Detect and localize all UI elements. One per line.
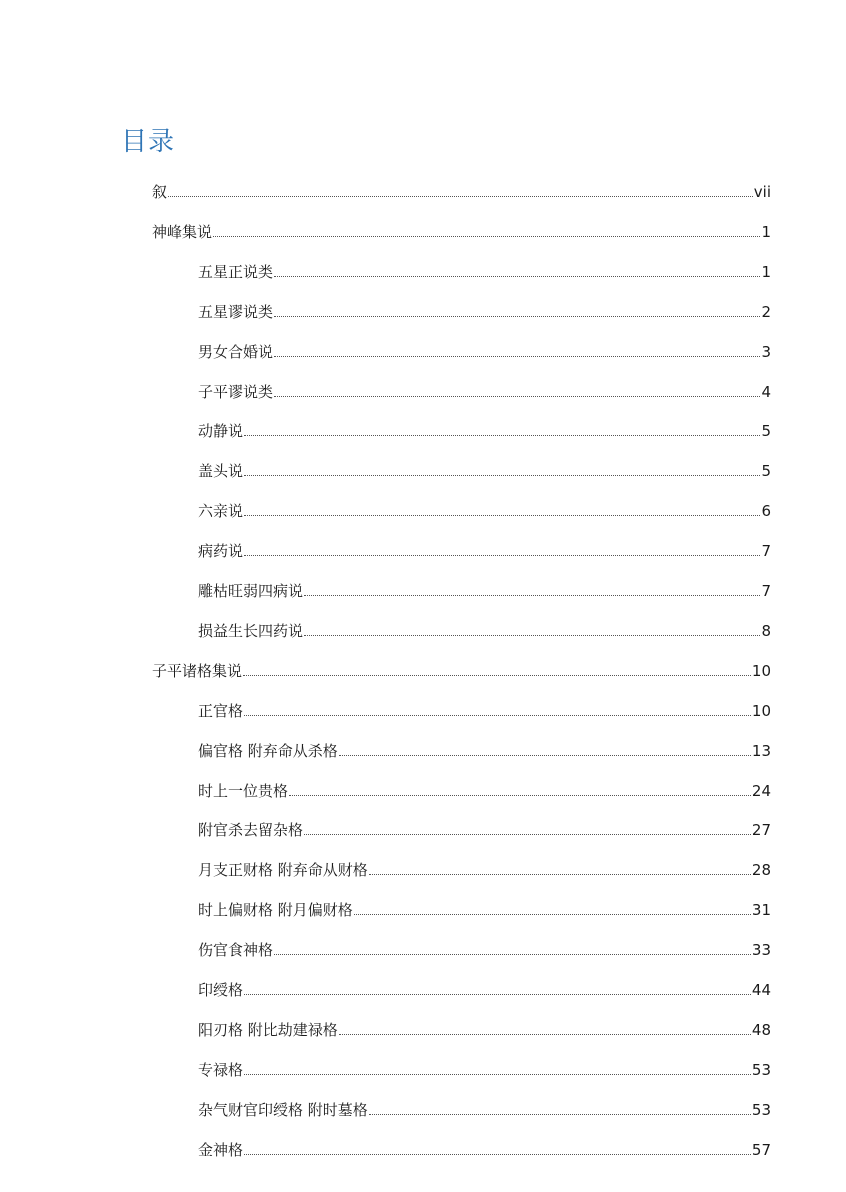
toc-entry-title: 盖头说	[198, 462, 244, 481]
toc-entry[interactable]	[198, 419, 771, 441]
dot-leader	[339, 755, 751, 756]
dot-leader	[274, 954, 751, 955]
toc-entry-page: 7	[761, 582, 771, 600]
toc-entry-page: 5	[761, 422, 771, 441]
toc-entry-page: 4	[761, 382, 771, 401]
dot-leader	[354, 914, 751, 915]
toc-entry[interactable]	[198, 619, 771, 641]
toc-entry[interactable]	[198, 459, 771, 481]
dot-leader	[274, 276, 760, 277]
dot-leader	[244, 435, 760, 436]
toc-entry-title: 动静说	[198, 422, 244, 441]
toc-entry-page: 57	[751, 1140, 771, 1159]
toc-entry-page: 3	[761, 342, 771, 361]
toc-entry-title: 神峰集说	[152, 222, 213, 241]
toc-entry-page: 5	[761, 462, 771, 481]
toc-entry[interactable]	[198, 1138, 771, 1160]
toc-entry-title: 印绶格	[198, 981, 244, 999]
toc-entry-page: vii	[753, 183, 771, 201]
toc-entry-title: 五星谬说类	[198, 302, 274, 321]
dot-leader	[304, 635, 760, 636]
toc-entry[interactable]	[198, 699, 771, 721]
toc-entry-title: 附官杀去留杂格	[198, 821, 304, 840]
dot-leader	[168, 196, 753, 197]
dot-leader	[244, 994, 751, 995]
toc-entry-page: 33	[751, 941, 771, 960]
toc-entry[interactable]	[198, 818, 771, 840]
dot-leader	[369, 874, 751, 875]
toc-entry-page: 27	[751, 821, 771, 840]
toc-entry[interactable]	[198, 579, 771, 601]
toc-entry-title: 正官格	[198, 701, 244, 720]
toc-entry[interactable]	[152, 180, 771, 202]
toc-entry[interactable]	[198, 898, 771, 920]
toc-entry-page: 6	[761, 502, 771, 521]
toc-entry-page: 53	[751, 1100, 771, 1119]
toc-entry-title: 金神格	[198, 1140, 244, 1159]
toc-entry-title: 雕枯旺弱四病说	[198, 582, 304, 600]
toc-entry-page: 1	[761, 222, 771, 241]
toc-entry[interactable]	[152, 659, 771, 681]
toc-entry[interactable]	[198, 1018, 771, 1040]
toc-entry-page: 31	[751, 901, 771, 920]
toc-entry-page: 8	[761, 621, 771, 640]
toc-entry-page: 2	[761, 302, 771, 321]
toc-entry-page: 44	[751, 981, 771, 999]
dot-leader	[369, 1114, 751, 1115]
toc-entry[interactable]	[152, 220, 771, 242]
toc-entry-page: 24	[751, 781, 771, 800]
toc-entry-title: 病药说	[198, 542, 244, 561]
toc-entry-title: 时上一位贵格	[198, 781, 289, 800]
page-title: 目录	[121, 127, 176, 157]
dot-leader	[274, 396, 760, 397]
dot-leader	[244, 1074, 751, 1075]
toc-entry[interactable]	[198, 739, 771, 761]
toc-entry[interactable]	[198, 340, 771, 362]
dot-leader	[274, 316, 760, 317]
toc-entry-title: 六亲说	[198, 502, 244, 521]
dot-leader	[213, 236, 760, 237]
toc-entry-page: 48	[751, 1020, 771, 1039]
dot-leader	[244, 715, 751, 716]
dot-leader	[244, 475, 760, 476]
toc-entry[interactable]	[198, 300, 771, 322]
dot-leader	[289, 795, 751, 796]
toc-entry-title: 损益生长四药说	[198, 621, 304, 640]
toc-entry[interactable]	[198, 938, 771, 960]
toc-entry[interactable]	[198, 260, 771, 282]
toc-entry[interactable]	[198, 539, 771, 561]
toc-entry-page: 10	[751, 701, 771, 720]
toc-entry-title: 伤官食神格	[198, 941, 274, 960]
dot-leader	[274, 356, 760, 357]
toc-entry-title: 月支正财格 附弃命从财格	[198, 861, 368, 880]
toc-entry-page: 53	[751, 1060, 771, 1079]
toc-entry-page: 28	[751, 861, 771, 880]
toc-entry-page: 10	[751, 661, 771, 680]
toc-entry-title: 时上偏财格 附月偏财格	[198, 901, 353, 920]
toc-entry-page: 1	[761, 262, 771, 281]
toc-entry[interactable]	[198, 1098, 771, 1120]
toc-entry-title: 杂气财官印绶格 附时墓格	[198, 1100, 368, 1119]
dot-leader	[244, 555, 760, 556]
toc-entry[interactable]	[198, 1058, 771, 1080]
toc-entry-title: 子平诸格集说	[152, 661, 243, 680]
toc-entry-title: 阳刃格 附比劫建禄格	[198, 1020, 338, 1039]
toc-entry[interactable]	[198, 380, 771, 402]
toc-entry-title: 男女合婚说	[198, 342, 274, 361]
toc-entry-title: 专禄格	[198, 1060, 244, 1079]
toc-entry-title: 五星正说类	[198, 262, 274, 281]
dot-leader	[304, 595, 760, 596]
toc-entry-title: 偏官格 附弃命从杀格	[198, 741, 338, 760]
toc-entry[interactable]	[198, 978, 771, 1000]
toc-entry[interactable]	[198, 779, 771, 801]
toc-entry-page: 13	[751, 741, 771, 760]
toc-entry[interactable]	[198, 499, 771, 521]
toc-entry-page: 7	[761, 542, 771, 561]
toc-entry-title: 叙	[152, 183, 168, 201]
dot-leader	[244, 515, 760, 516]
dot-leader	[244, 1154, 751, 1155]
toc-entry[interactable]	[198, 858, 771, 880]
dot-leader	[304, 834, 751, 835]
dot-leader	[243, 675, 751, 676]
dot-leader	[339, 1034, 751, 1035]
toc-entry-title: 子平谬说类	[198, 382, 274, 401]
